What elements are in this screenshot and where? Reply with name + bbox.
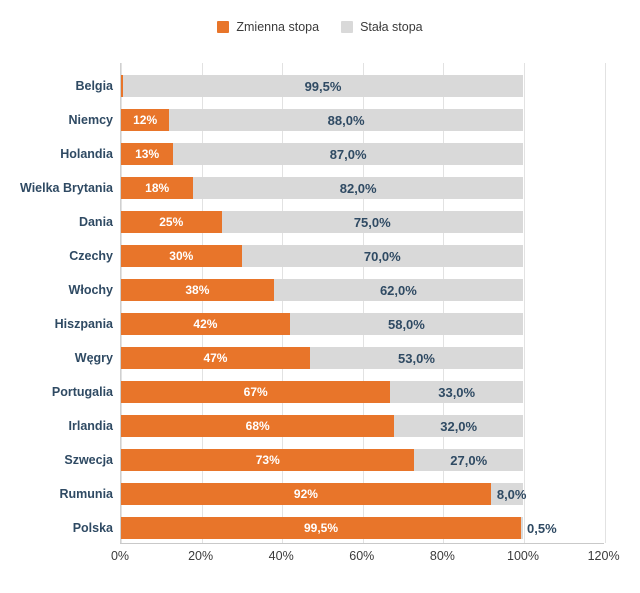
legend-swatch-icon (341, 21, 353, 33)
bar-stack (121, 381, 523, 403)
bar-segment-variable[interactable] (121, 211, 222, 233)
legend-entry[interactable] (217, 20, 319, 34)
bar-segment-fixed[interactable] (521, 517, 557, 539)
category-label: Irlandia (68, 419, 113, 433)
category-label: Holandia (60, 147, 113, 161)
bar-value-label-fixed: 32,0% (440, 418, 478, 434)
x-tick-label: 0% (110, 549, 130, 563)
bar-segment-variable[interactable] (121, 347, 310, 369)
bar-row[interactable] (51, 375, 523, 409)
bar-stack (121, 347, 523, 369)
bar-segment-variable[interactable] (121, 415, 394, 437)
bar-row[interactable] (59, 477, 527, 511)
bar-segment-variable[interactable] (121, 109, 169, 131)
bar-value-label-fixed: 27,0% (450, 452, 488, 468)
bar-value-label-variable: 18% (145, 181, 170, 195)
bar-row[interactable] (54, 307, 523, 341)
bar-segment-variable[interactable] (121, 449, 414, 471)
bar-value-label-fixed: 82,0% (339, 180, 377, 196)
bar-segment-fixed[interactable] (491, 483, 527, 505)
bar-value-label-variable: 99,5% (303, 521, 339, 535)
bar-value-label-fixed: 70,0% (363, 248, 401, 264)
bar-row[interactable] (68, 409, 523, 443)
bar-value-label-variable: 73% (255, 453, 280, 467)
bar-segment-variable[interactable] (121, 143, 173, 165)
bar-value-label-variable: 68% (245, 419, 270, 433)
bar-segment-fixed[interactable] (242, 245, 523, 267)
bar-segment-variable[interactable] (121, 517, 521, 539)
bar-value-label-variable: 38% (185, 283, 210, 297)
bar-row[interactable] (75, 69, 523, 103)
bar-row[interactable] (74, 341, 523, 375)
bar-segment-fixed[interactable] (123, 75, 523, 97)
bar-row[interactable] (60, 137, 523, 171)
legend-swatch-icon (217, 21, 229, 33)
bar-segment-fixed[interactable] (414, 449, 523, 471)
bar-value-label-fixed: 87,0% (329, 146, 367, 162)
category-label: Czechy (69, 249, 113, 263)
bar-value-label-fixed: 99,5% (304, 78, 342, 94)
bar-segment-fixed[interactable] (394, 415, 523, 437)
category-label: Wielka Brytania (20, 181, 113, 195)
bar-stack (121, 177, 523, 199)
bar-segment-variable[interactable] (121, 245, 242, 267)
bar-row[interactable] (20, 171, 523, 205)
bar-stack (121, 143, 523, 165)
bar-row[interactable] (68, 103, 523, 137)
legend-label: Stała stopa (360, 20, 423, 34)
bar-stack (121, 75, 523, 97)
bar-row[interactable] (78, 205, 523, 239)
bar-row[interactable] (64, 443, 523, 477)
bar-segment-fixed[interactable] (390, 381, 523, 403)
bar-value-label-fixed: 88,0% (327, 112, 365, 128)
bar-segment-variable[interactable] (121, 177, 193, 199)
category-label: Dania (78, 215, 113, 229)
bar-stack (121, 279, 523, 301)
bar-segment-variable[interactable] (121, 381, 390, 403)
bar-value-label-variable: 42% (193, 317, 218, 331)
bar-value-label-fixed: 0,5% (527, 520, 557, 536)
x-tick-label: 100% (507, 549, 539, 563)
bar-value-label-fixed: 33,0% (438, 384, 476, 400)
bar-value-label-fixed: 58,0% (387, 316, 425, 332)
bar-stack (121, 109, 523, 131)
category-label: Szwecja (64, 453, 113, 467)
bar-segment-variable[interactable] (121, 279, 274, 301)
chart-legend (0, 20, 640, 34)
bar-value-label-variable: 12% (133, 113, 158, 127)
bar-value-label-variable: 13% (135, 147, 160, 161)
gridline (605, 63, 606, 543)
bar-segment-fixed[interactable] (290, 313, 523, 335)
legend-entry[interactable] (341, 20, 423, 34)
bar-row[interactable] (72, 511, 557, 545)
bar-value-label-fixed: 8,0% (496, 486, 527, 502)
bar-segment-variable[interactable] (121, 313, 290, 335)
bar-value-label-variable: 30% (169, 249, 194, 263)
bar-stack (121, 415, 523, 437)
bar-value-label-fixed: 53,0% (398, 350, 435, 366)
bar-value-label-variable: 92% (293, 487, 318, 501)
bar-stack (121, 313, 523, 335)
category-label: Portugalia (51, 385, 113, 399)
category-label: Włochy (68, 283, 113, 297)
x-tick-label: 20% (188, 549, 214, 563)
plot-area (20, 63, 557, 543)
bar-stack (121, 211, 523, 233)
x-axis-line (120, 543, 604, 544)
category-label: Polska (72, 521, 113, 535)
bar-row[interactable] (69, 239, 523, 273)
category-label: Hiszpania (54, 317, 113, 331)
gridline (524, 63, 525, 543)
legend-label: Zmienna stopa (236, 20, 320, 34)
bar-segment-fixed[interactable] (173, 143, 523, 165)
bar-stack (121, 483, 527, 505)
bar-segment-fixed[interactable] (222, 211, 524, 233)
category-label: Węgry (74, 351, 113, 365)
x-axis-tick-labels (110, 549, 620, 569)
bar-segment-fixed[interactable] (193, 177, 523, 199)
category-label: Niemcy (68, 113, 113, 127)
bar-stack (121, 245, 523, 267)
bar-value-label-variable: 25% (159, 215, 184, 229)
x-tick-label: 80% (429, 549, 455, 563)
bar-stack (121, 449, 523, 471)
bar-value-label-variable: 67% (243, 385, 268, 399)
bar-segment-fixed[interactable] (310, 347, 523, 369)
x-tick-label: 60% (349, 549, 375, 563)
bar-segment-fixed[interactable] (274, 279, 523, 301)
x-tick-label: 40% (268, 549, 294, 563)
bar-value-label-variable: 47% (203, 351, 228, 365)
category-label: Rumunia (59, 487, 113, 501)
category-label: Belgia (75, 79, 113, 93)
bar-segment-fixed[interactable] (169, 109, 523, 131)
bar-stack (121, 517, 557, 539)
plot-wrapper (0, 55, 640, 565)
bar-value-label-fixed: 75,0% (353, 214, 391, 230)
bar-segment-variable[interactable] (121, 483, 491, 505)
x-tick-label: 120% (587, 549, 620, 563)
bar-rows (20, 63, 557, 543)
bar-value-label-fixed: 62,0% (379, 282, 417, 298)
bar-row[interactable] (68, 273, 523, 307)
